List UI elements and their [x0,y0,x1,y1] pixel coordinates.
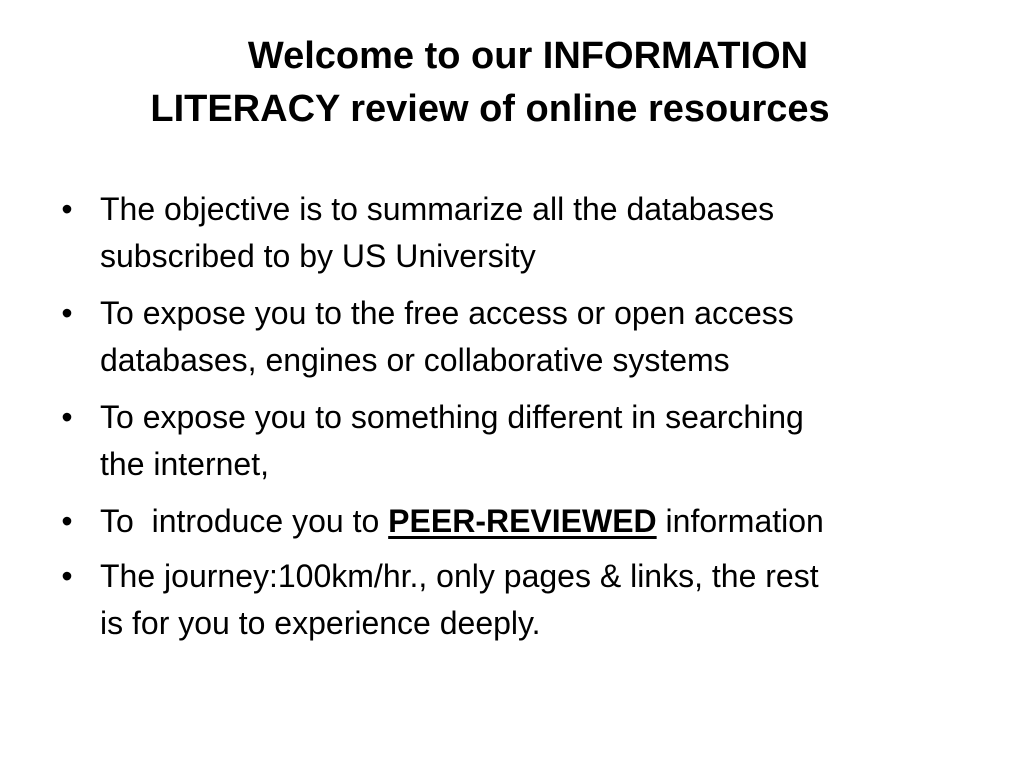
bullet-item-open-access [55,290,1015,384]
bullet-icon: • [61,191,73,227]
bullet-item-objective [55,186,1015,280]
bullet-icon: • [61,503,73,539]
bullet-icon: • [61,399,73,435]
bullet-text-line-1: The journey:100km/hr., only pages & links, the rest [100,558,819,594]
bullet-item-journey [55,553,1015,647]
bullet-list [55,186,1015,657]
slide-title [40,30,940,136]
bullet-text-line-1: To expose you to something different in searching [100,399,804,435]
bullet-text-line-2: the internet, [100,446,269,482]
bullet-text-line-1: To expose you to the free access or open access [100,295,794,331]
peer-reviewed-emphasis: PEER-REVIEWED [388,503,657,539]
bullet-item-searching [55,394,1015,488]
slide-title-line-1: Welcome to our INFORMATION [247,35,809,77]
bullet-text-after: information [656,503,824,539]
bullet-text-line-2: databases, engines or collaborative systems [100,342,730,378]
bullet-text-line-1: The objective is to summarize all the databases [100,191,775,227]
bullet-text-line-2: subscribed to by US University [100,238,536,274]
bullet-item-peer-reviewed [55,498,1015,545]
bullet-icon: • [61,558,73,594]
bullet-icon: • [61,295,73,331]
bullet-text-line-2: is for you to experience deeply. [100,605,541,641]
slide-title-line-2: LITERACY review of online resources [150,88,830,130]
bullet-text-before: To introduce you to [100,503,389,539]
